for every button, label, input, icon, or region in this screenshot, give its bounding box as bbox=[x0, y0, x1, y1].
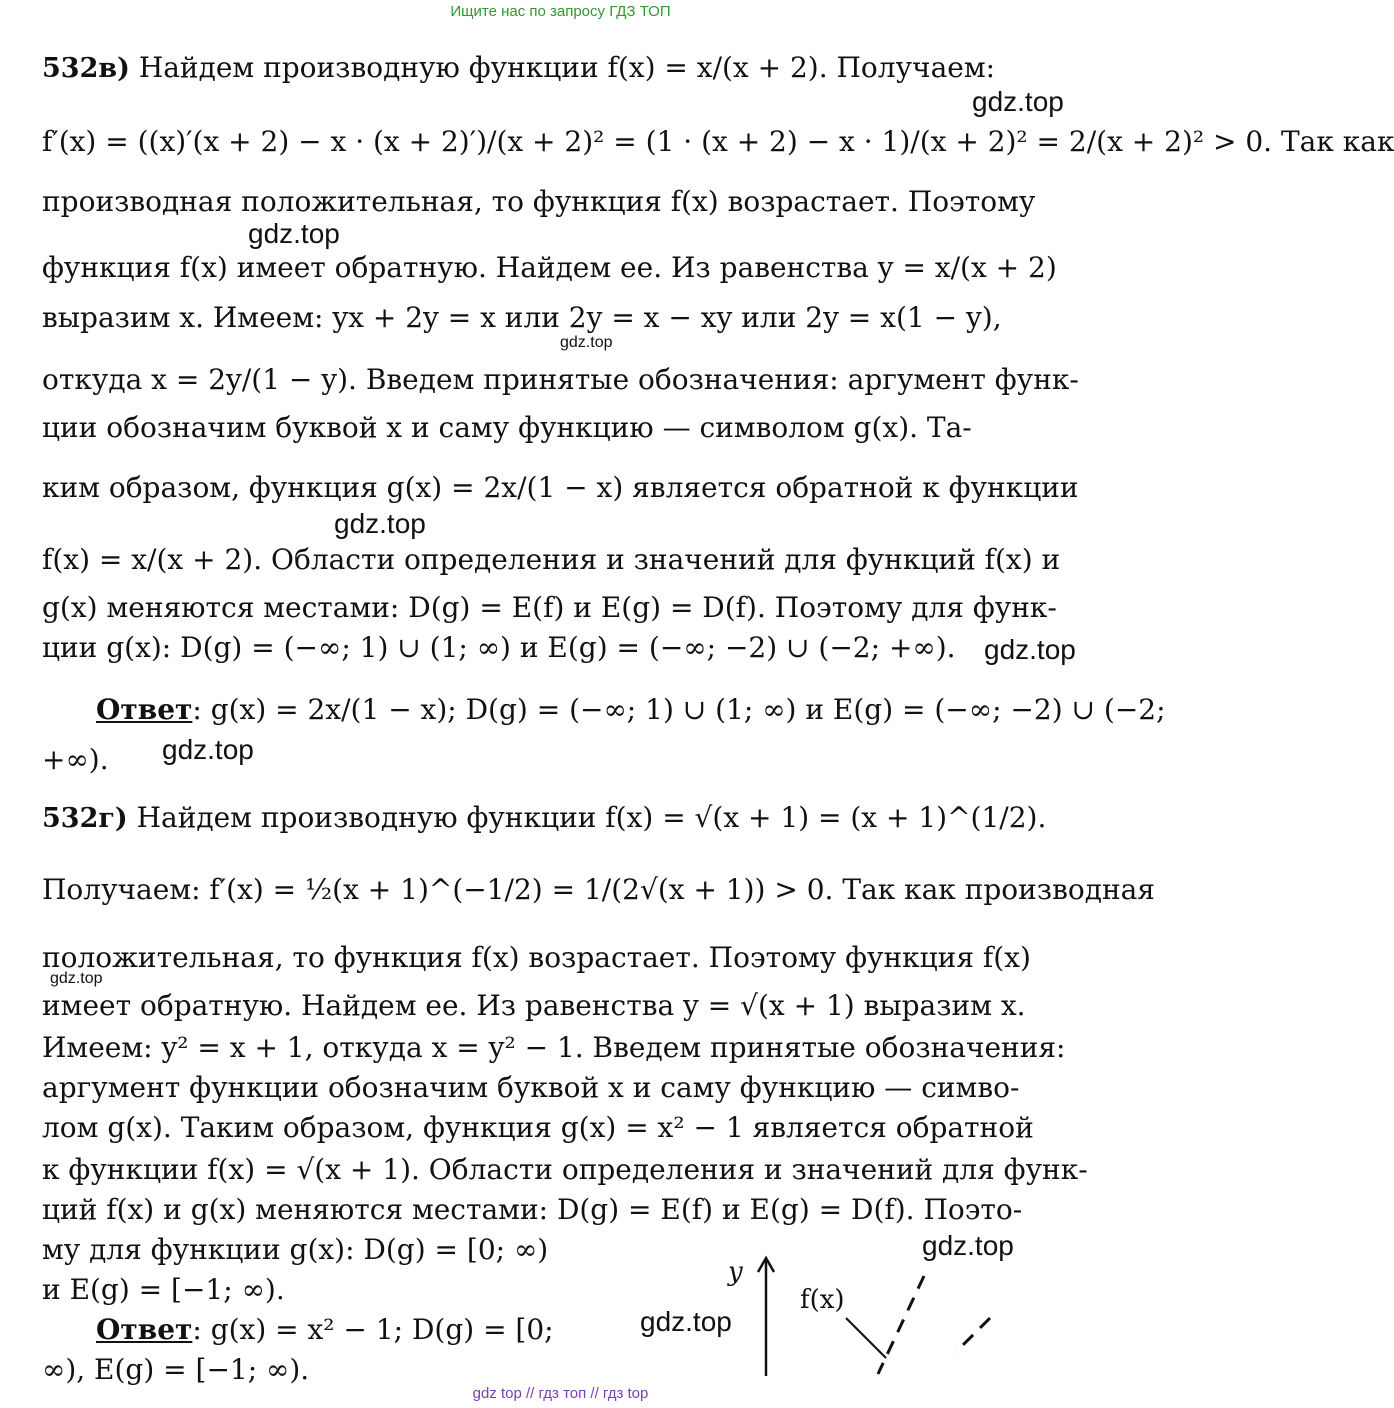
y-axis-label: y bbox=[728, 1257, 743, 1287]
problem-v-line-4 bbox=[42, 240, 1092, 296]
search-banner[interactable]: Ищите нас по запросу ГДЗ ТОП bbox=[450, 3, 671, 20]
problem-v-answer-tail-text: +∞). bbox=[42, 743, 109, 776]
problem-g-text-11: и E(g) = [−1; ∞). bbox=[42, 1273, 285, 1306]
problem-g-text-1: Найдем производную функции f(x) = √(x + 1) = (x + 1)^(1/2). bbox=[136, 801, 1047, 834]
problem-g-answer-label: Ответ bbox=[96, 1313, 193, 1346]
problem-g-text-3: положительная, то функция f(x) возрастает. Поэтому функция f(x) bbox=[42, 941, 1031, 974]
problem-v-text-9: f(x) = x/(x + 2). Области определения и значений для функций f(x) и bbox=[42, 543, 1061, 576]
problem-v-line-2 bbox=[42, 114, 1394, 170]
footer-links[interactable]: gdz top // гдз топ // гдз top bbox=[472, 1385, 649, 1402]
problem-g-answer-text: : g(x) = x² − 1; D(g) = [0; bbox=[192, 1313, 554, 1346]
problem-v-text-10: g(x) меняются местами: D(g) = E(f) и E(g) = D(f). Поэтому для функ- bbox=[42, 591, 1057, 624]
watermark: gdz.top bbox=[162, 734, 254, 765]
problem-g-text-5: Имеем: y² = x + 1, откуда x = y² − 1. Введем принятые обозначения: bbox=[42, 1031, 1066, 1064]
curve-g-dashed bbox=[956, 1318, 990, 1352]
problem-v-text-3: производная положительная, то функция f(x) возрастает. Поэтому bbox=[42, 185, 1036, 218]
problem-g-text-10: му для функции g(x): D(g) = [0; ∞) bbox=[42, 1233, 549, 1266]
watermark: gdz.top bbox=[972, 86, 1064, 117]
problem-v-line-1 bbox=[42, 40, 1092, 96]
problem-g-text-7: лом g(x). Таким образом, функция g(x) = x² − 1 является обратной bbox=[42, 1111, 1034, 1144]
problem-v-answer-text: : g(x) = 2x/(1 − x); D(g) = (−∞; 1) ∪ (1; ∞) и E(g) = (−∞; −2) ∪ (−2; bbox=[192, 693, 1166, 726]
problem-g-number: 532г) bbox=[42, 803, 128, 834]
watermark: gdz.top bbox=[50, 970, 103, 987]
watermark: gdz.top bbox=[640, 1306, 732, 1337]
watermark: gdz.top bbox=[922, 1230, 1014, 1261]
problem-v-text-7: ции обозначим буквой x и саму функцию — символом g(x). Та- bbox=[42, 411, 972, 444]
problem-v-line-3 bbox=[42, 174, 1092, 230]
problem-v-line-7 bbox=[42, 400, 1092, 456]
problem-g-line-2 bbox=[42, 862, 1155, 918]
problem-g-line-1 bbox=[42, 790, 1092, 846]
problem-v-text-4: функция f(x) имеет обратную. Найдем ее. Из равенства y = x/(x + 2) bbox=[42, 251, 1057, 284]
problem-g-text-6: аргумент функции обозначим буквой x и саму функцию — симво- bbox=[42, 1071, 1020, 1104]
curve-label: f(x) bbox=[800, 1285, 845, 1315]
problem-v-line-11 bbox=[42, 620, 1092, 676]
watermark: gdz.top bbox=[560, 334, 613, 351]
problem-g-text-2: Получаем: f′(x) = ½(x + 1)^(−1/2) = 1/(2√(x + 1)) > 0. Так как производная bbox=[42, 873, 1155, 906]
problem-g-text-8: к функции f(x) = √(x + 1). Области определения и значений для функ- bbox=[42, 1153, 1088, 1186]
problem-v-number: 532в) bbox=[42, 53, 130, 84]
problem-g-text-9: ций f(x) и g(x) меняются местами: D(g) = E(f) и E(g) = D(f). Поэто- bbox=[42, 1193, 1023, 1226]
watermark: gdz.top bbox=[248, 218, 340, 249]
problem-v-text-1: Найдем производную функции f(x) = x/(x + 2). Получаем: bbox=[138, 51, 996, 84]
problem-g-answer-tail-text: ∞), E(g) = [−1; ∞). bbox=[42, 1353, 310, 1386]
problem-v-text-8: ким образом, функция g(x) = 2x/(1 − x) является обратной к функции bbox=[42, 471, 1079, 504]
problem-v-text-2: f′(x) = ((x)′(x + 2) − x · (x + 2)′)/(x + 2)² = (1 · (x + 2) − x · 1)/(x + 2)² = 2/(x + 2)² > 0. Так как bbox=[42, 125, 1394, 158]
curve-f-dashed bbox=[878, 1276, 924, 1374]
problem-v-answer-label: Ответ bbox=[96, 693, 193, 726]
problem-v-text-11: ции g(x): D(g) = (−∞; 1) ∪ (1; ∞) и E(g) = (−∞; −2) ∪ (−2; +∞). bbox=[42, 631, 956, 664]
problem-v-line-8 bbox=[42, 460, 1092, 516]
curve-label-pointer bbox=[846, 1318, 886, 1358]
problem-g-text-4: имеет обратную. Найдем ее. Из равенства y = √(x + 1) выразим x. bbox=[42, 989, 1026, 1022]
problem-v-text-6: откуда x = 2y/(1 − y). Введем принятые обозначения: аргумент функ- bbox=[42, 363, 1079, 396]
watermark: gdz.top bbox=[984, 634, 1076, 665]
problem-v-answer bbox=[96, 682, 1166, 738]
watermark: gdz.top bbox=[334, 508, 426, 539]
problem-v-text-5: выразим x. Имеем: yx + 2y = x или 2y = x − xy или 2y = x(1 − y), bbox=[42, 301, 1002, 334]
